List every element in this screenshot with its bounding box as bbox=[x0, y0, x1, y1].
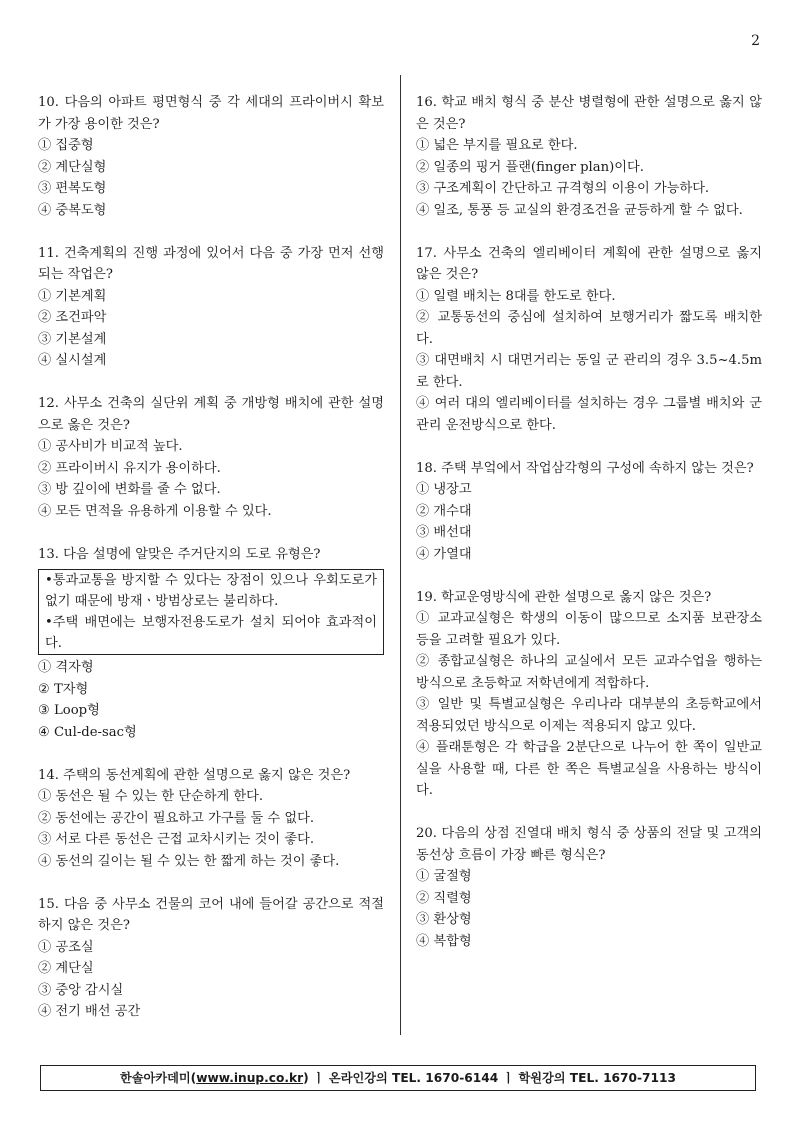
footer-bar bbox=[40, 1065, 756, 1091]
question-block bbox=[416, 92, 762, 221]
question-stem: 10. 다음의 아파트 평면형식 중 각 세대의 프라이버시 확보가 가장 용이한 것은? bbox=[38, 95, 384, 132]
answer-option: ② 일종의 핑거 플랜(finger plan)이다. bbox=[416, 159, 644, 175]
question-stem: 18. 주택 부엌에서 작업삼각형의 구성에 속하지 않는 것은? bbox=[416, 460, 754, 476]
answer-option: ④ 모든 면적을 유용하게 이용할 수 있다. bbox=[38, 503, 272, 519]
answer-option: ④ 일조, 통풍 등 교실의 환경조건을 균등하게 할 수 없다. bbox=[416, 202, 743, 218]
question-stem: 15. 다음 중 사무소 건물의 코어 내에 들어갈 공간으로 적절하지 않은 것은? bbox=[38, 896, 384, 933]
answer-option: ④ 동선의 길이는 될 수 있는 한 짧게 하는 것이 좋다. bbox=[38, 853, 340, 869]
answer-option: ③ 대면배치 시 대면거리는 동일 군 관리의 경우 3.5~4.5m로 한다. bbox=[416, 353, 762, 390]
question-block bbox=[38, 894, 384, 1023]
answer-option: ① 집중형 bbox=[38, 138, 94, 153]
answer-option: ③ 환상형 bbox=[416, 912, 472, 927]
footer-website-link[interactable]: www.inup.co.kr bbox=[196, 1071, 304, 1085]
description-bullet: •주택 배면에는 보행자전용도로가 설치 되어야 효과적이다. bbox=[45, 615, 377, 651]
answer-option: ① 공사비가 비교적 높다. bbox=[38, 439, 183, 454]
answer-option: ③ 일반 및 특별교실형은 우리나라 대부분의 초등학교에서 적용되었던 방식으로 이제는 적용되지 않고 있다. bbox=[416, 697, 762, 734]
question-block bbox=[416, 243, 762, 437]
answer-option: ② 종합교실형은 하나의 교실에서 모든 교과수업을 행하는 방식으로 초등학교 저학년에게 적합하다. bbox=[416, 654, 762, 691]
footer-academy: 한솔아카데미( bbox=[120, 1071, 197, 1085]
answer-option: ② 동선에는 공간이 필요하고 가구를 둘 수 없다. bbox=[38, 810, 315, 826]
answer-option: ④ 복합형 bbox=[416, 933, 472, 949]
question-block bbox=[38, 393, 384, 522]
question-stem: 17. 사무소 건축의 엘리베이터 계획에 관한 설명으로 옳지 않은 것은? bbox=[416, 245, 762, 282]
answer-option: ① 냉장고 bbox=[416, 482, 472, 497]
question-stem: 11. 건축계획의 진행 과정에 있어서 다음 중 가장 먼저 선행되는 작업은? bbox=[38, 245, 384, 282]
answer-option: ④ 실시설계 bbox=[38, 353, 107, 368]
answer-option: ③ 방 깊이에 변화를 줄 수 없다. bbox=[38, 482, 221, 497]
answer-option: ② T자형 bbox=[38, 681, 89, 697]
question-stem: 20. 다음의 상점 진열대 배치 형식 중 상품의 전달 및 고객의 동선상 흐름이 가장 빠른 형식은? bbox=[416, 826, 762, 863]
answer-option: ① 격자형 bbox=[38, 660, 94, 675]
column-divider bbox=[400, 75, 401, 1035]
question-block bbox=[38, 243, 384, 372]
answer-option: ① 넓은 부지를 필요로 한다. bbox=[416, 138, 578, 153]
answer-option: ① 동선은 될 수 있는 한 단순하게 한다. bbox=[38, 789, 264, 804]
answer-option: ② 교통동선의 중심에 설치하여 보행거리가 짧도록 배치한다. bbox=[416, 310, 762, 347]
question-block bbox=[38, 544, 384, 744]
answer-option: ② 직렬형 bbox=[416, 890, 472, 906]
question-stem: 13. 다음 설명에 알맞은 주거단지의 도로 유형은? bbox=[38, 546, 321, 562]
answer-option: ② 계단실형 bbox=[38, 159, 107, 175]
answer-option: ④ 중복도형 bbox=[38, 202, 107, 218]
answer-option: ④ 가열대 bbox=[416, 546, 472, 562]
answer-option: ④ 전기 배선 공간 bbox=[38, 1004, 141, 1019]
footer-contact: ) ㅣ 온라인강의 TEL. 1670-6144 ㅣ 학원강의 TEL. 1670-7113 bbox=[303, 1071, 676, 1085]
answer-option: ④ 플래툰형은 각 학급을 2분단으로 나누어 한 쪽이 일반교실을 사용할 때, 다른 한 쪽은 특별교실을 사용하는 방식이다. bbox=[416, 740, 762, 798]
answer-option: ③ 기본설계 bbox=[38, 331, 107, 347]
question-block bbox=[416, 823, 762, 952]
answer-option: ② 프라이버시 유지가 용이하다. bbox=[38, 460, 221, 476]
description-bullet: •통과교통을 방지할 수 있다는 장점이 있으나 우회도로가 없기 때문에 방재ㆍ방범상로는 불리하다. bbox=[45, 573, 377, 609]
question-stem: 14. 주택의 동선계획에 관한 설명으로 옳지 않은 것은? bbox=[38, 767, 351, 783]
question-block bbox=[38, 765, 384, 873]
answer-option: ② 개수대 bbox=[416, 503, 472, 519]
description-box bbox=[38, 569, 384, 655]
answer-option: ③ 중앙 감시실 bbox=[38, 982, 124, 998]
question-block bbox=[416, 587, 762, 802]
question-stem: 16. 학교 배치 형식 중 분산 병렬형에 관한 설명으로 옳지 않은 것은? bbox=[416, 95, 762, 132]
answer-option: ③ 구조계획이 간단하고 규격형의 이용이 가능하다. bbox=[416, 181, 710, 196]
answer-option: ① 공조실 bbox=[38, 939, 94, 955]
answer-option: ① 기본계획 bbox=[38, 288, 107, 304]
page-number: 2 bbox=[751, 33, 760, 49]
answer-option: ① 교과교실형은 학생의 이동이 많으므로 소지품 보관장소 등을 고려할 필요가 있다. bbox=[416, 611, 762, 648]
question-stem: 19. 학교운영방식에 관한 설명으로 옳지 않은 것은? bbox=[416, 589, 712, 605]
answer-option: ① 굴절형 bbox=[416, 869, 472, 884]
answer-option: ③ 배선대 bbox=[416, 525, 472, 540]
answer-option: ③ 편복도형 bbox=[38, 181, 107, 196]
answer-option: ④ 여러 대의 엘리베이터를 설치하는 경우 그룹별 배치와 군 관리 운전방식으로 한다. bbox=[416, 396, 762, 433]
question-block bbox=[416, 458, 762, 566]
question-stem: 12. 사무소 건축의 실단위 계획 중 개방형 배치에 관한 설명으로 옳은 것은? bbox=[38, 396, 384, 433]
right-column bbox=[416, 92, 762, 974]
answer-option: ④ Cul-de-sac형 bbox=[38, 724, 137, 740]
answer-option: ③ 서로 다른 동선은 근접 교차시키는 것이 좋다. bbox=[38, 832, 315, 847]
answer-option: ③ Loop형 bbox=[38, 703, 100, 718]
question-block bbox=[38, 92, 384, 221]
answer-option: ② 조건파악 bbox=[38, 310, 107, 325]
answer-option: ② 계단실 bbox=[38, 961, 94, 976]
left-column bbox=[38, 92, 384, 1044]
answer-option: ① 일렬 배치는 8대를 한도로 한다. bbox=[416, 288, 616, 304]
